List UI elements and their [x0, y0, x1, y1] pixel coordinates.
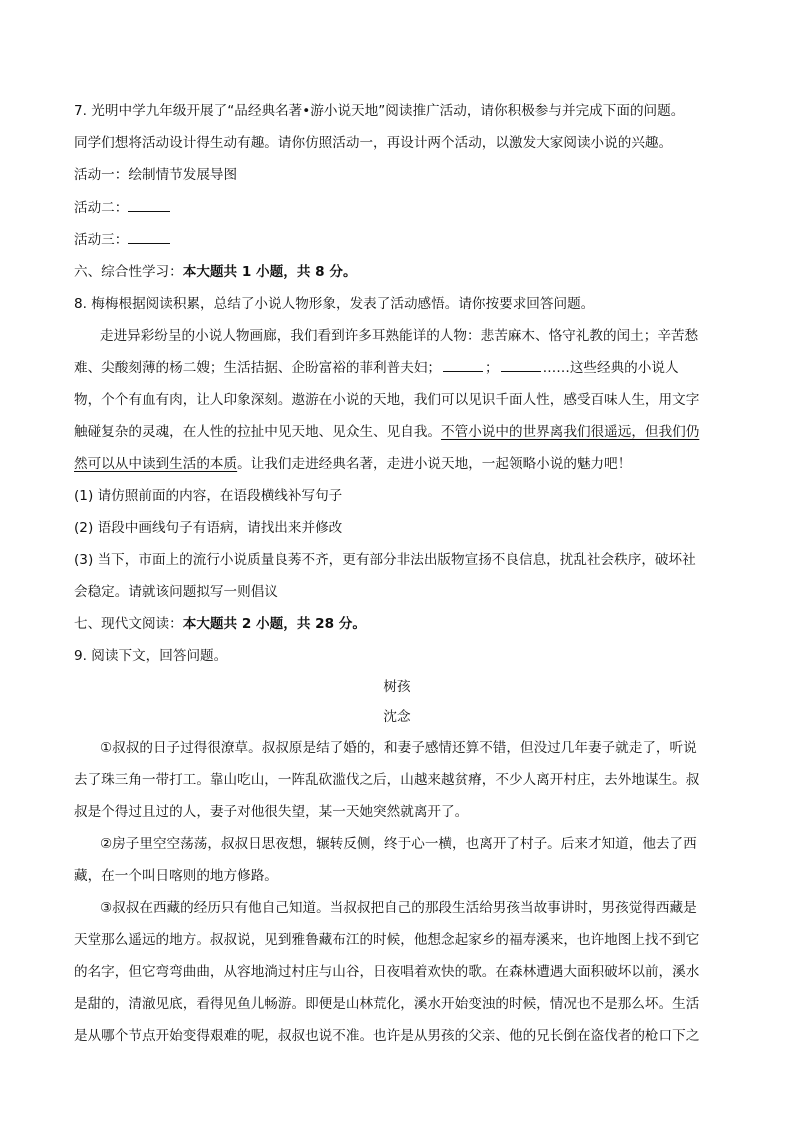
q8-para-line-5: [74, 454, 724, 474]
section-7-info: 本大题共 2 小题，共 28 分。: [182, 616, 366, 632]
answer-blank: [128, 230, 170, 244]
article-para-2-line: ②房子里空空荡荡，叔叔日思夜想，辗转反侧，终于心一横，也离开了村子。后来才知道，他去了西: [100, 836, 697, 852]
q7-line-2: 同学们想将活动设计得生动有趣。请你仿照活动一，再设计两个活动，以激发大家阅读小说的兴趣。: [74, 135, 673, 151]
activity-3-label: 活动三：: [74, 232, 129, 248]
article-title: 树孩: [383, 679, 411, 695]
q8-para-text: ……这些经典的小说人: [542, 360, 679, 376]
article-para-1-line: 去了珠三角一带打工。靠山吃山，一阵乱砍滥伐之后，山越来越贫瘠，不少人离开村庄，去外地谋生。叔: [74, 772, 700, 788]
article-author: 沈念: [383, 709, 411, 725]
underlined-sentence: 然可以从中读到生活的本质: [74, 456, 238, 472]
q8-para-line-4: [74, 422, 724, 442]
q8-para-separator: ；: [485, 360, 499, 376]
article-para-3-line: ③叔叔在西藏的经历只有他自己知道。当叔叔把自己的那段生活给男孩当故事讲时，男孩觉得西藏是: [100, 900, 697, 916]
q8-para-text: 难、尖酸刻薄的杨二嫂；生活拮据、企盼富裕的菲利普夫妇；: [74, 360, 442, 376]
q7-line-1: 7. 光明中学九年级开展了“品经典名著•游小说天地”阅读推广活动，请你积极参与并完成下面的问题。: [74, 103, 685, 119]
article-para-1-line: ①叔叔的日子过得很潦草。叔叔原是结了婚的，和妻子感情还算不错，但没过几年妻子就走了，听说: [100, 740, 697, 756]
q8-intro: 8. 梅梅根据阅读积累，总结了小说人物形象，发表了活动感悟。请你按要求回答问题。: [74, 296, 595, 312]
answer-blank: [501, 358, 541, 372]
article-para-3-line: 的名字，但它弯弯曲曲，从容地淌过村庄与山谷，日夜唱着欢快的歌。在森林遭遇大面积破坏以前，溪水: [74, 964, 700, 980]
underlined-sentence: 不管小说中的世界离我们很遥远，但我们仍: [441, 424, 700, 440]
activity-2: [74, 198, 724, 218]
q8-para-text: 。让我们走进经典名著，走进小说天地，一起领略小说的魅力吧！: [237, 456, 632, 472]
section-6-prefix: 六、综合性学习：: [74, 264, 183, 280]
q8-sub-1: (1) 请仿照前面的内容，在语段横线补写句子: [74, 488, 343, 504]
article-para-3-line: 是甜的，清澈见底，看得见鱼儿畅游。即便是山林荒化，溪水开始变浊的时候，情况也不是那么坏。生活: [74, 996, 700, 1012]
activity-2-label: 活动二：: [74, 200, 129, 216]
article-para-3-line: 是从哪个节点开始变得艰难的呢，叔叔也说不准。也许是从男孩的父亲、他的兄长倒在盗伐者的枪口下之: [74, 1028, 700, 1044]
q8-para-text: 触碰复杂的灵魂，在人性的拉扯中见天地、见众生、见自我。: [74, 424, 442, 440]
activity-1: 活动一：绘制情节发展导图: [74, 167, 238, 183]
q8-sub-3-line-2: 会稳定。请就该问题拟写一则倡议: [74, 584, 278, 600]
activity-3: [74, 230, 724, 250]
answer-blank: [443, 358, 483, 372]
section-6-heading: [74, 262, 724, 282]
q8-sub-2: (2) 语段中画线句子有语病，请找出来并修改: [74, 520, 343, 536]
q9-intro: 9. 阅读下文，回答问题。: [74, 648, 228, 664]
article-para-2-line: 藏，在一个叫日喀则的地方修路。: [74, 868, 278, 884]
section-7-heading: [74, 614, 724, 634]
article-para-1-line: 叔是个得过且过的人，妻子对他很失望，某一天她突然就离开了。: [74, 804, 469, 820]
q8-sub-3-line-1: (3) 当下，市面上的流行小说质量良莠不齐，更有部分非法出版物宣扬不良信息，扰乱社会秩序，破坏社: [74, 552, 696, 568]
q8-para-line-1: 走进异彩纷呈的小说人物画廊，我们看到许多耳熟能详的人物：悲苦麻木、恪守礼教的闰土；辛苦愁: [100, 328, 699, 344]
article-para-3-line: 天堂那么遥远的地方。叔叔说，见到雅鲁藏布江的时候，他想念起家乡的福寿溪来，也许地图上找不到它: [74, 932, 700, 948]
section-7-prefix: 七、现代文阅读：: [74, 616, 183, 632]
q8-para-line-2: [74, 358, 724, 378]
q8-para-line-3: 物，个个有血有肉，让人印象深刻。遨游在小说的天地，我们可以见识千面人性，感受百味人生，用文字: [74, 392, 700, 408]
answer-blank: [128, 198, 170, 212]
section-6-info: 本大题共 1 小题，共 8 分。: [182, 264, 357, 280]
